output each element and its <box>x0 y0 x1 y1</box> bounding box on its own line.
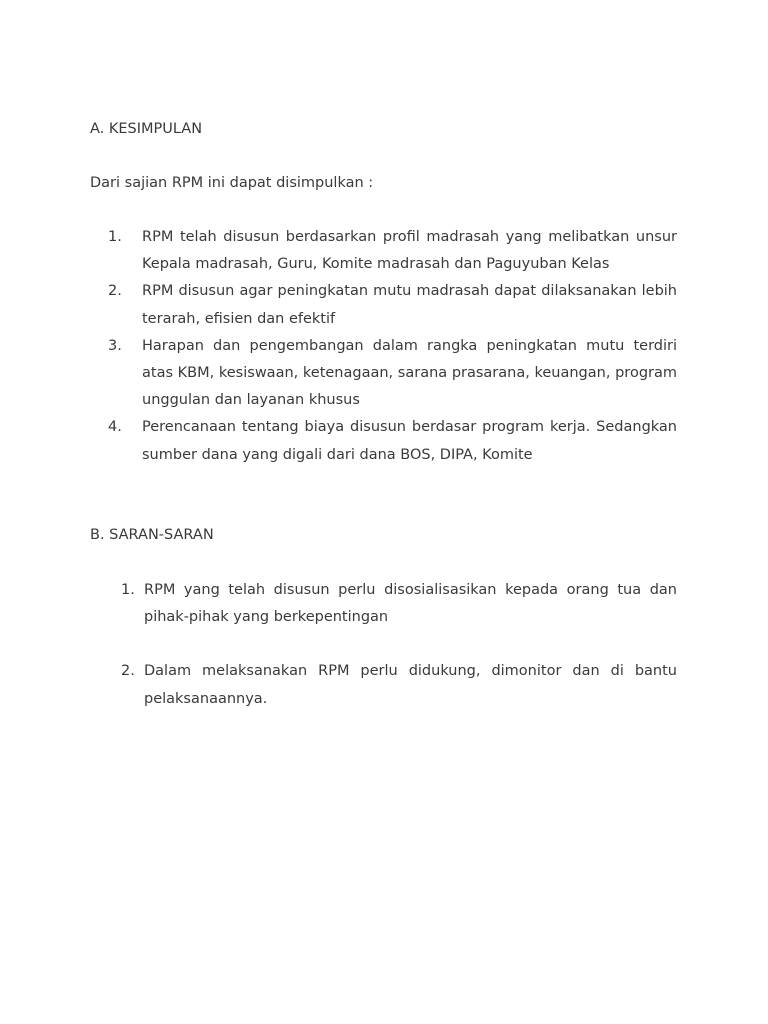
list-number: 1. <box>121 582 135 598</box>
list-item <box>121 658 677 712</box>
list-item <box>121 577 677 631</box>
list-text: RPM disusun agar peningkatan mutu madrasah dapat dilaksanakan lebih terarah, efisien dan efektif <box>142 283 677 327</box>
suggestions-list <box>121 577 677 713</box>
list-text: Harapan dan pengembangan dalam rangka peningkatan mutu terdiri atas KBM, kesiswaan, ketenagaan, sarana prasarana, keuangan, program unggulan dan layanan khusus <box>142 337 677 409</box>
list-number: 4. <box>108 419 122 436</box>
section-a-intro: Dari sajian RPM ini dapat disimpulkan : <box>90 175 374 191</box>
conclusions-list <box>108 224 677 469</box>
list-text: RPM yang telah disusun perlu disosialisasikan kepada orang tua dan pihak-pihak yang berkepentingan <box>144 582 677 626</box>
list-number: 2. <box>108 283 122 300</box>
list-item <box>108 333 677 415</box>
list-number: 1. <box>108 229 122 245</box>
list-item <box>108 414 677 468</box>
list-text: RPM telah disusun berdasarkan profil madrasah yang melibatkan unsur Kepala madrasah, Guru, Komite madrasah dan Paguyuban Kelas <box>142 229 677 273</box>
list-number: 3. <box>108 337 122 354</box>
list-item <box>108 224 677 278</box>
list-text: Dalam melaksanakan RPM perlu didukung, dimonitor dan di bantu pelaksanaannya. <box>144 663 677 707</box>
list-text: Perencanaan tentang biaya disusun berdasar program kerja. Sedangkan sumber dana yang digali dari dana BOS, DIPA, Komite <box>142 419 677 463</box>
list-number: 2. <box>121 663 135 680</box>
section-a-heading: A. KESIMPULAN <box>90 121 203 137</box>
list-item <box>108 278 677 332</box>
section-b-heading: B. SARAN-SARAN <box>90 527 214 543</box>
